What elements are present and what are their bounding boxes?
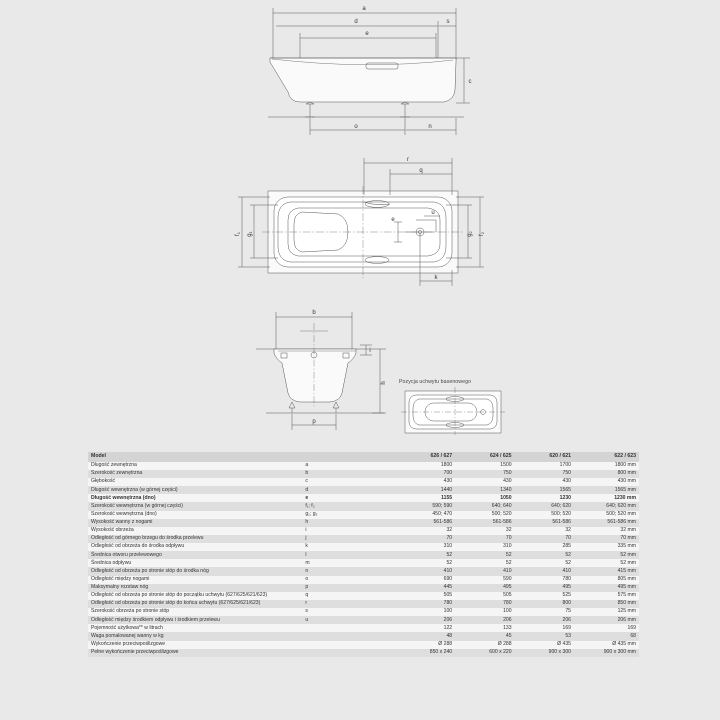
row-value: 1440 [440,486,453,493]
row-label: Długość wewnętrzna (dno) [91,494,156,501]
row-symbol: s [305,608,308,615]
row-label: Pełne wykończenie przeciwpoślizgowe [91,649,179,656]
dim-label-c: c [468,79,472,85]
row-label: Waga pomalowanej wanny w kg [91,632,164,639]
row-value: 32 mm [620,527,636,534]
row-value: 53 [565,632,572,639]
row-value: 52 [505,559,512,566]
row-value: 206 [562,616,572,623]
dim-label-b: b [312,310,316,316]
row-label: Średnica odpływu [91,559,132,566]
row-value: 780 [562,575,572,582]
dim-label-a: a [362,6,366,12]
row-symbol: d [305,486,309,493]
row-value: 800 [562,600,572,607]
row-value: 450; 470 [432,510,453,517]
table-row [88,641,639,649]
dim-label-r: r [407,157,409,163]
row-symbol [302,632,395,640]
row-value: 600 x 220 [489,649,512,656]
table-row [88,600,639,608]
table-row [88,519,639,527]
table-header-row [88,452,639,462]
row-value: 430 mm [617,478,636,485]
row-value: 561-586 mm [607,519,636,526]
row-value: 590; 590 [432,502,453,509]
row-value: 45 [505,632,512,639]
table-row [88,624,639,632]
row-value: 122 [443,624,453,631]
row-symbol: f₁; f₂ [305,502,315,509]
row-label: Głębokość [91,478,116,485]
table-row [88,584,639,592]
specification-table [88,452,639,657]
row-value: 495 [503,584,512,591]
row-value: 310 [503,543,512,550]
table-row [88,616,639,624]
row-symbol: e [305,494,309,501]
row-label: Odległość od obrzeża do środka odpływu [91,543,185,550]
row-value: 52 [505,551,512,558]
dim-label-g1: g1 [247,231,253,237]
row-value: Ø 288 [438,640,453,647]
row-value: 900 x 300 mm [603,649,636,656]
row-value: 1230 [559,494,572,501]
row-value: 52 mm [620,551,636,558]
row-symbol: c [305,478,308,485]
table-row [88,502,639,510]
table-row [88,576,639,584]
table-row [88,470,639,478]
table-row [88,494,639,502]
row-value: 445 [443,584,453,591]
row-symbol: g₁; g₂ [305,510,318,517]
row-label: Szerokość zewnętrzna [91,470,143,477]
row-symbol: i [305,527,307,534]
dim-label-o: o [354,124,358,130]
pool-handle-position-drawing [395,375,510,435]
table-row [88,511,639,519]
row-value: 410 [503,567,512,574]
dim-label-h: h [381,381,387,385]
header-symbol-cell [302,452,395,462]
header-model-column: 624 / 625 [489,453,512,460]
row-value: 430 [443,478,453,485]
row-label: Odległość między nogami [91,575,150,582]
row-value: 1340 [500,486,512,493]
row-value: 52 [446,551,453,558]
row-symbol: l [305,551,307,558]
row-label: Odległość od obrzeża po stronie stóp do środka nóg [91,567,209,574]
row-value: 495 mm [617,584,636,591]
table-row [88,632,639,640]
side-elevation-drawing [248,2,484,142]
row-symbol: h [305,519,309,526]
row-symbol: u [305,616,309,623]
plan-view-drawing [212,150,488,290]
row-symbol [302,641,395,649]
cross-section-drawing [248,303,413,431]
row-value: 100 [443,608,453,615]
row-symbol: a [305,462,309,469]
row-value: 1500 [500,462,512,469]
row-value: 169 [627,624,636,631]
row-value: 640; 620 mm [606,502,636,509]
row-symbol: o [305,575,309,582]
row-value: 1700 [559,462,572,469]
row-value: 285 [562,543,572,550]
row-symbol: k [305,543,308,550]
row-label: Odległość od górnego brzegu do środka przelewu [91,535,204,542]
row-value: 410 [443,567,453,574]
row-value: 850 mm [617,600,636,607]
row-label: Szerokość obrzeża po stronie stóp [91,608,170,615]
row-label: Szerokość wewnętrzna (w górnej części) [91,502,184,509]
dim-label-e-plan: e [391,217,395,223]
dim-label-k: k [434,275,438,281]
row-label: Odległość od obrzeża po stronie stóp do początku uchwytu (627/625/621/623) [91,592,268,599]
dim-label-e: e [365,31,369,37]
dim-label-u: u [431,210,435,216]
dim-label-f1: f1 [235,232,241,236]
row-value: 780 [503,600,512,607]
table-row [88,649,639,657]
header-model-column: 626 / 627 [430,453,453,460]
dim-label-s: s [446,19,450,25]
row-value: 640; 640 [491,502,512,509]
row-symbol: j [305,535,307,542]
row-value: 505 [503,592,512,599]
dim-label-i: i [369,348,371,354]
row-value: Ø 435 mm [612,640,636,647]
row-value: 750 [503,470,512,477]
row-value: 561-586 [492,519,512,526]
row-value: 750 [562,470,572,477]
inset-caption: Pozycja uchwytu basenowego [399,379,472,385]
row-label: Średnica otworu przelewowego [91,551,162,558]
table-row [88,527,639,535]
row-value: Ø 435 [557,640,572,647]
row-label: Wysokość wanny z nogami [91,519,153,526]
row-value: 70 [446,535,453,542]
row-value: 690 [443,575,453,582]
row-value: 700 [443,470,453,477]
row-value: 805 mm [617,575,636,582]
row-label: Długość zewnętrzna [91,462,137,469]
dim-label-n: n [428,124,432,130]
row-symbol: p [305,584,309,591]
table-row [88,608,639,616]
row-value: 48 [446,632,453,639]
table-row [88,551,639,559]
row-value: 561-586 [552,519,572,526]
row-label: Odległość od obrzeża po stronie stóp do końca uchwytu (627/625/621/623) [91,600,261,607]
row-value: 52 [446,559,453,566]
row-value: 70 [565,535,572,542]
table-row [88,462,639,470]
row-symbol: r [305,600,308,607]
row-value: 133 [503,624,512,631]
row-value: 410 [562,567,572,574]
row-label: Pojemność użytkowa** w litrach [91,624,163,631]
row-value: 310 [443,543,453,550]
row-value: 640; 620 [551,502,572,509]
row-value: 70 [505,535,512,542]
dim-label-f2: f2 [479,232,485,236]
row-label: Długość wewnętrzna (w górnej części) [91,486,178,493]
row-symbol: q [305,592,309,599]
row-value: 52 [565,551,572,558]
row-value: 1800 mm [614,462,636,469]
row-value: 850 x 240 [429,649,453,656]
row-value: 575 mm [617,592,636,599]
row-value: 1800 [440,462,453,469]
row-value: 505 [443,592,453,599]
dim-label-q: q [419,168,423,174]
row-value: 525 [562,592,572,599]
row-symbol: m [305,559,310,566]
row-value: 500; 520 [491,510,512,517]
row-value: 1050 [500,494,512,501]
row-value: 206 [443,616,453,623]
row-value: 100 [503,608,512,615]
row-value: 1155 [441,494,453,501]
row-value: 52 mm [620,559,636,566]
dim-label-d: d [354,19,358,25]
table-row [88,478,639,486]
header-model-column: 620 / 621 [549,453,572,460]
row-value: 500; 520 [551,510,572,517]
dim-label-g2: g2 [467,231,473,237]
row-value: 52 [565,559,572,566]
row-value: Ø 288 [497,640,512,647]
row-value: 125 mm [617,608,636,615]
row-label: Szerokość wewnętrzna (dno) [91,510,157,517]
row-value: 1565 [559,486,572,493]
row-value: 415 mm [617,567,636,574]
row-value: 75 [565,608,572,615]
row-value: 430 [562,478,572,485]
header-model-column: 622 / 623 [614,453,636,460]
row-symbol: b [305,470,309,477]
row-value: 32 [446,527,453,534]
row-value: 500; 520 mm [606,510,636,517]
row-symbol [302,649,395,657]
row-value: 206 [503,616,512,623]
row-value: 32 [565,527,572,534]
table-row [88,559,639,567]
row-label: Wysokość obrzeża [91,527,134,534]
row-label: Wykończenie przeciwpoślizgowe [91,640,166,647]
table-row [88,535,639,543]
row-value: 206 mm [617,616,636,623]
row-value: 68 [630,632,636,639]
row-value: 32 [505,527,512,534]
row-value: 1565 mm [614,486,636,493]
row-value: 800 mm [617,470,636,477]
dim-label-p: p [312,419,316,425]
row-label: Odległość między środkiem odpływu i środkiem przelewu [91,616,220,623]
row-value: 590 [503,575,512,582]
row-value: 169 [562,624,572,631]
row-value: 561-586 [433,519,453,526]
table-row [88,592,639,600]
row-value: 780 [443,600,453,607]
row-value: 430 [503,478,512,485]
table-row [88,543,639,551]
row-symbol: n [305,567,309,574]
row-value: 335 mm [617,543,636,550]
spec-table-body [88,452,639,657]
table-row [88,486,639,494]
row-value: 1230 mm [614,494,636,501]
header-model-label: Model [91,453,106,460]
row-label: Maksymalny rozstaw nóg [91,584,149,591]
table-row [88,567,639,575]
row-symbol [302,624,395,632]
row-value: 900 x 300 [548,649,572,656]
row-value: 70 mm [620,535,636,542]
row-value: 495 [562,584,572,591]
